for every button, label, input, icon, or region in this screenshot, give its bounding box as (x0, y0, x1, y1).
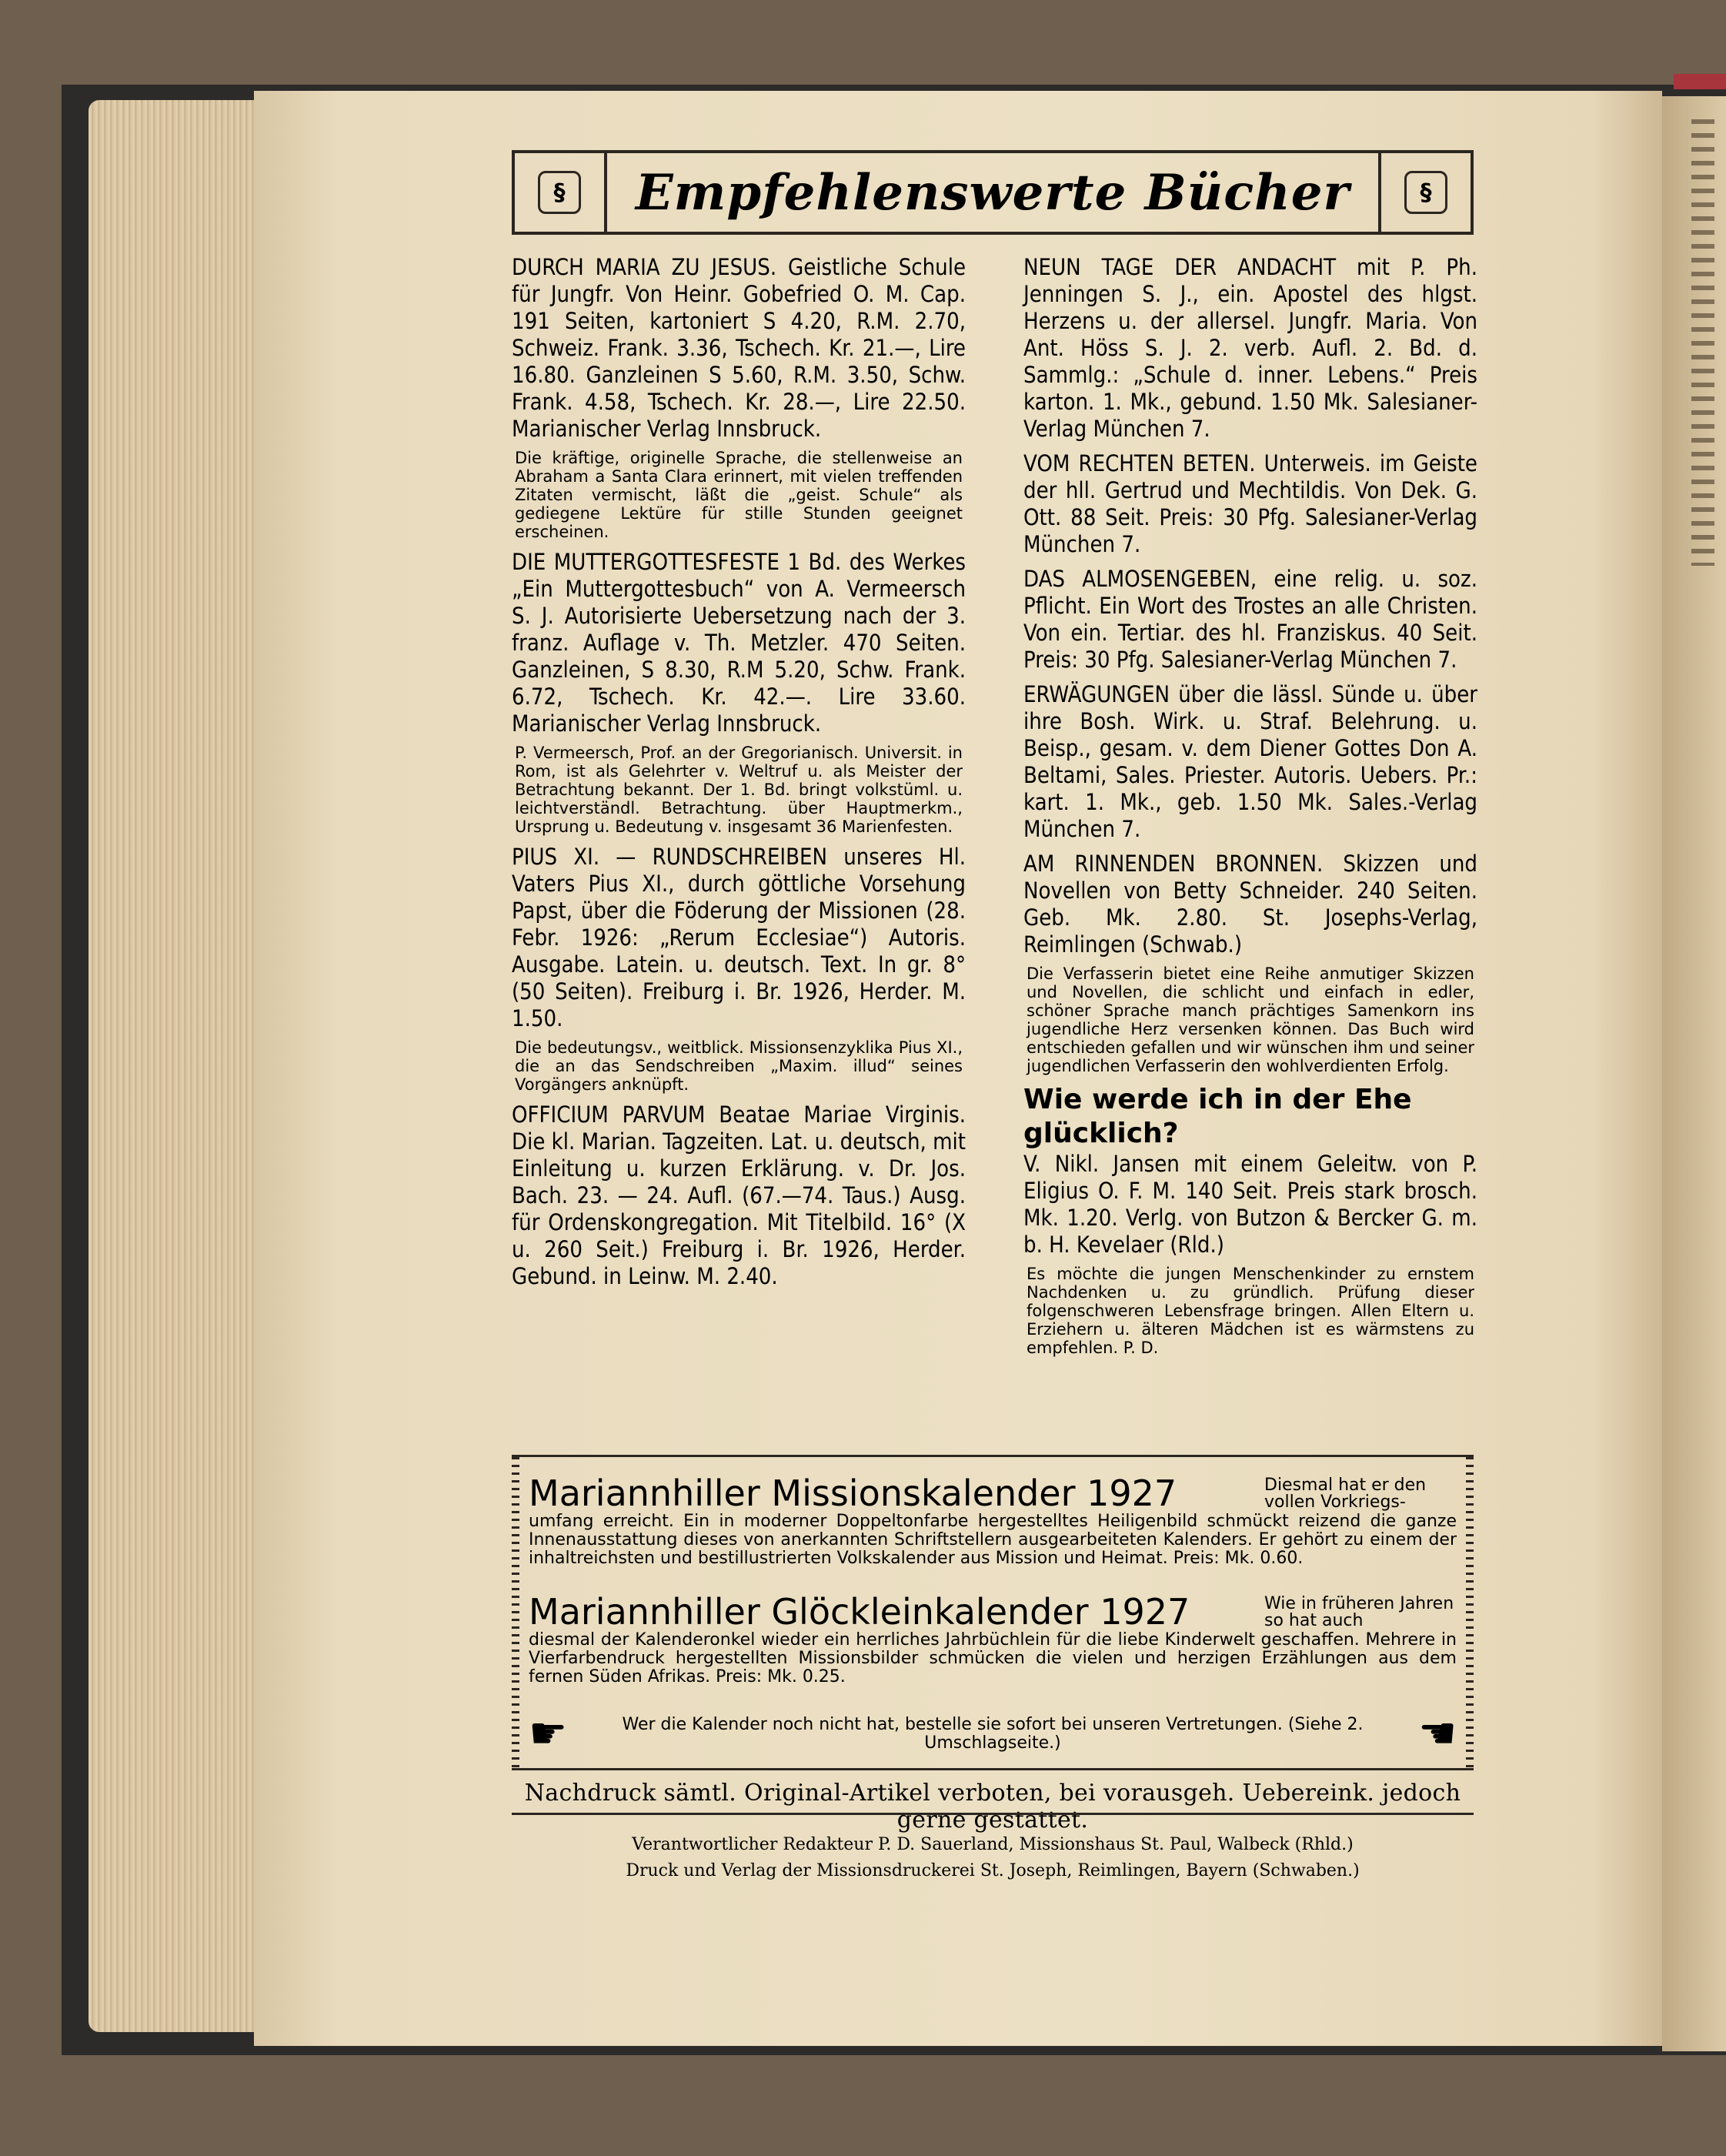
entry-review: Die Verfasserin bietet eine Reihe anmutiger Skizzen und Novellen, die schlicht und einfach in edler, schöner Sprache manch prächtiges Samenkorn ins jugendliche Herz versenken können. Das Buch wird entschieden gefallen und wir wünschen ihm und seiner jugendlichen Verfasserin den wohlverdienten Erfolg. (1027, 964, 1474, 1075)
book-entry (512, 844, 966, 1094)
book-entry (1023, 681, 1477, 843)
entry-body: VOM RECHTEN BETEN. Unterweis. im Geiste der hll. Gertrud und Mechtildis. Von Dek. G. Ott. 88 Seit. Preis: 30 Pfg. Salesianer-Verlag München 7. (1023, 450, 1477, 557)
entry-review: Die kräftige, originelle Sprache, die stellenweise an Abraham a Santa Clara erinnert, mit vielen treffenden Zitaten vermischt, läßt die „geist. Schule“ als gediegene Lektüre für stille Stunden geeignet erscheinen. (515, 449, 963, 541)
calendar-ad-1 (529, 1474, 1457, 1568)
calendar-description: diesmal der Kalenderonkel wieder ein herrliches Jahrbüchlein für die liebe Kinderwelt geschaffen. Mehrere in Vierfarbendruck hergestellten Missionsbilder schmücken die vielen und herzigen Erzählungen aus dem fernen Süden Afrikas. Preis: Mk. 0.25. (529, 1630, 1457, 1686)
book-entry (1023, 851, 1477, 1075)
calendar-note: Wie in früheren Jahren so hat auch (1264, 1594, 1454, 1630)
book-entry (1023, 450, 1477, 558)
calendar-advertisement (512, 1455, 1474, 1770)
wavy-border-left (512, 1457, 519, 1768)
ornament-icon: § (1404, 171, 1447, 214)
book-entry (1023, 254, 1477, 443)
page-edges (88, 100, 273, 2032)
entry-heading: Wie werde ich in der Ehe glücklich? (1023, 1084, 1412, 1149)
left-column (512, 254, 966, 1298)
entry-body: DIE MUTTERGOTTESFESTE 1 Bd. des Werkes „Ein Muttergottesbuch“ von A. Vermeersch S. J. Autorisierte Uebersetzung nach der 3. franz. Auflage v. Th. Metzler. 470 Seiten. Ganzleinen, S 8.30, R.M 5.20, Schw. Frank. 6.72, Tschech. Kr. 42.—. Lire 33.60. Marianischer Verlag Innsbruck. (512, 549, 966, 737)
next-page-edge (1662, 96, 1726, 2051)
book-entry (512, 1101, 966, 1290)
entry-review: P. Vermeersch, Prof. an der Gregorianisch. Universit. in Rom, ist als Gelehrter v. Weltruf u. als Meister der Betrachtung bekannt. Der 1. Bd. bringt volkstüml. u. leichtverständl. Betrachtung. über Hauptmerkm., Ursprung u. Bedeutung v. insgesamt 36 Marienfesten. (515, 744, 963, 836)
entry-body: DAS ALMOSENGEBEN, eine relig. u. soz. Pflicht. Ein Wort des Trostes an alle Christen. Von ein. Tertiar. des hl. Franziskus. 40 Seit. Preis: 30 Pfg. Salesianer-Verlag München 7. (1023, 566, 1477, 673)
book-entry (1023, 566, 1477, 674)
wavy-border-right (1466, 1457, 1474, 1768)
entry-review: Die bedeutungsv., weitblick. Missionsenzyklika Pius XI., die an das Sendschreiben „Maxim. illud“ seines Vorgängers anknüpft. (515, 1038, 963, 1094)
calendar-note: Diesmal hat er den vollen Vorkriegs- (1264, 1476, 1427, 1512)
right-column (1023, 254, 1477, 1365)
imprint (512, 1832, 1474, 1884)
book-entry-marriage (1023, 1083, 1477, 1357)
ornament-strip (1691, 119, 1714, 566)
header-ornament-right (1378, 153, 1471, 232)
footer-rule (512, 1813, 1474, 1815)
entry-body: NEUN TAGE DER ANDACHT mit P. Ph. Jenningen S. J., ein. Apostel des hlgst. Herzens u. der allersel. Jungfr. Maria. Von Ant. Höss S. J. 2. verb. Aufl. 2. Bd. d. Sammlg.: „Schule d. inner. Lebens.“ Preis karton. 1. Mk., gebund. 1.50 Mk. Salesianer-Verlag München 7. (1023, 254, 1477, 442)
page-title: Empfehlenswerte Bücher (635, 163, 1350, 222)
order-text: Wer die Kalender noch nicht hat, bestelle sie sofort bei unseren Vertretungen. (Siehe 2. Umschlagseite.) (622, 1715, 1364, 1753)
calendar-description: umfang erreicht. Ein in moderner Doppeltonfarbe hergestelltes Heiligenbild schmückt reizend die ganze Innenausstattung dieses von anerkannten Schriftstellern ausgearbeiteten Kalenders. Er gehört zu einem der inhaltreichsten und bestillustrierten Volkskalender aus Mission und Heimat. Preis: Mk. 0.60. (529, 1512, 1457, 1568)
imprint-line: Druck und Verlag der Missionsdruckerei St. Joseph, Reimlingen, Bayern (Schwaben.) (626, 1861, 1360, 1880)
book-entry (512, 254, 966, 541)
bookmark-band (1674, 74, 1726, 89)
calendar-ad-2 (529, 1593, 1457, 1686)
order-notice (529, 1711, 1457, 1757)
pointing-hand-icon: ☛ (1417, 1709, 1457, 1759)
entry-body: PIUS XI. — RUNDSCHREIBEN unseres Hl. Vaters Pius XI., durch göttliche Vorsehung Papst, über die Föderung der Missionen (28. Febr. 1926: „Rerum Ecclesiae“) Autoris. Ausgabe. Latein. u. deutsch. Text. In gr. 8° (50 Seiten). Freiburg i. Br. 1926, Herder. M. 1.50. (512, 844, 966, 1031)
pointing-hand-icon: ☛ (529, 1709, 568, 1759)
entry-body: ERWÄGUNGEN über die lässl. Sünde u. über ihre Bosh. Wirk. u. Straf. Belehrung. u. Beisp., gesam. v. dem Diener Gottes Don A. Beltami, Sales. Priester. Autoris. Uebers. Pr.: kart. 1. Mk., geb. 1.50 Mk. Sales.-Verlag München 7. (1023, 681, 1477, 842)
imprint-line: Verantwortlicher Redakteur P. D. Sauerland, Missionshaus St. Paul, Walbeck (Rhld.) (632, 1835, 1354, 1854)
calendar-title: Mariannhiller Glöckleinkalender 1927 (529, 1591, 1190, 1633)
entry-body: OFFICIUM PARVUM Beatae Mariae Virginis. Die kl. Marian. Tagzeiten. Lat. u. deutsch, mit Einleitung u. kurzen Erklärung. v. Dr. Jos. Bach. 23. — 24. Aufl. (67.—74. Taus.) Ausg. für Ordenskongregation. Mit Titelbild. 16° (X u. 260 Seit.) Freiburg i. Br. 1926, Herder. Gebund. in Leinw. M. 2.40. (512, 1101, 966, 1289)
entry-body: DURCH MARIA ZU JESUS. Geistliche Schule für Jungfr. Von Heinr. Gobefried O. M. Cap. 191 Seiten, kartoniert S 4.20, R.M. 2.70, Schweiz. Frank. 3.36, Tschech. Kr. 21.—, Lire 16.80. Ganzleinen S 5.60, R.M. 3.50, Schw. Frank. 4.58, Tschech. Kr. 28.—, Lire 22.50. Marianischer Verlag Innsbruck. (512, 254, 966, 442)
book-entry (512, 549, 966, 836)
calendar-title: Mariannhiller Missionskalender 1927 (529, 1472, 1177, 1514)
entry-body: V. Nikl. Jansen mit einem Geleitw. von P. Eligius O. F. M. 140 Seit. Preis stark brosch. Mk. 1.20. Verlg. von Butzon & Bercker G. m. b. H. Kevelaer (Rld.) (1023, 1151, 1477, 1258)
header-ornament-left (515, 153, 607, 232)
section-header (512, 150, 1474, 235)
entry-review: Es möchte die jungen Menschenkinder zu ernstem Nachdenken u. zu gründlich. Prüfung dieser folgenschweren Lebensfrage bringen. Allen Eltern u. Erziehern u. älteren Mädchen ist es wärmstens zu empfehlen. P. D. (1027, 1265, 1474, 1357)
entry-body: AM RINNENDEN BRONNEN. Skizzen und Novellen von Betty Schneider. 240 Seiten. Geb. Mk. 2.80. St. Josephs-Verlag, Reimlingen (Schwab.) (1023, 851, 1477, 958)
reprint-notice: Nachdruck sämtl. Original-Artikel verboten, bei vorausgeh. Uebereink. jedoch gerne gestattet. (524, 1780, 1461, 1833)
ornament-icon: § (538, 171, 581, 214)
